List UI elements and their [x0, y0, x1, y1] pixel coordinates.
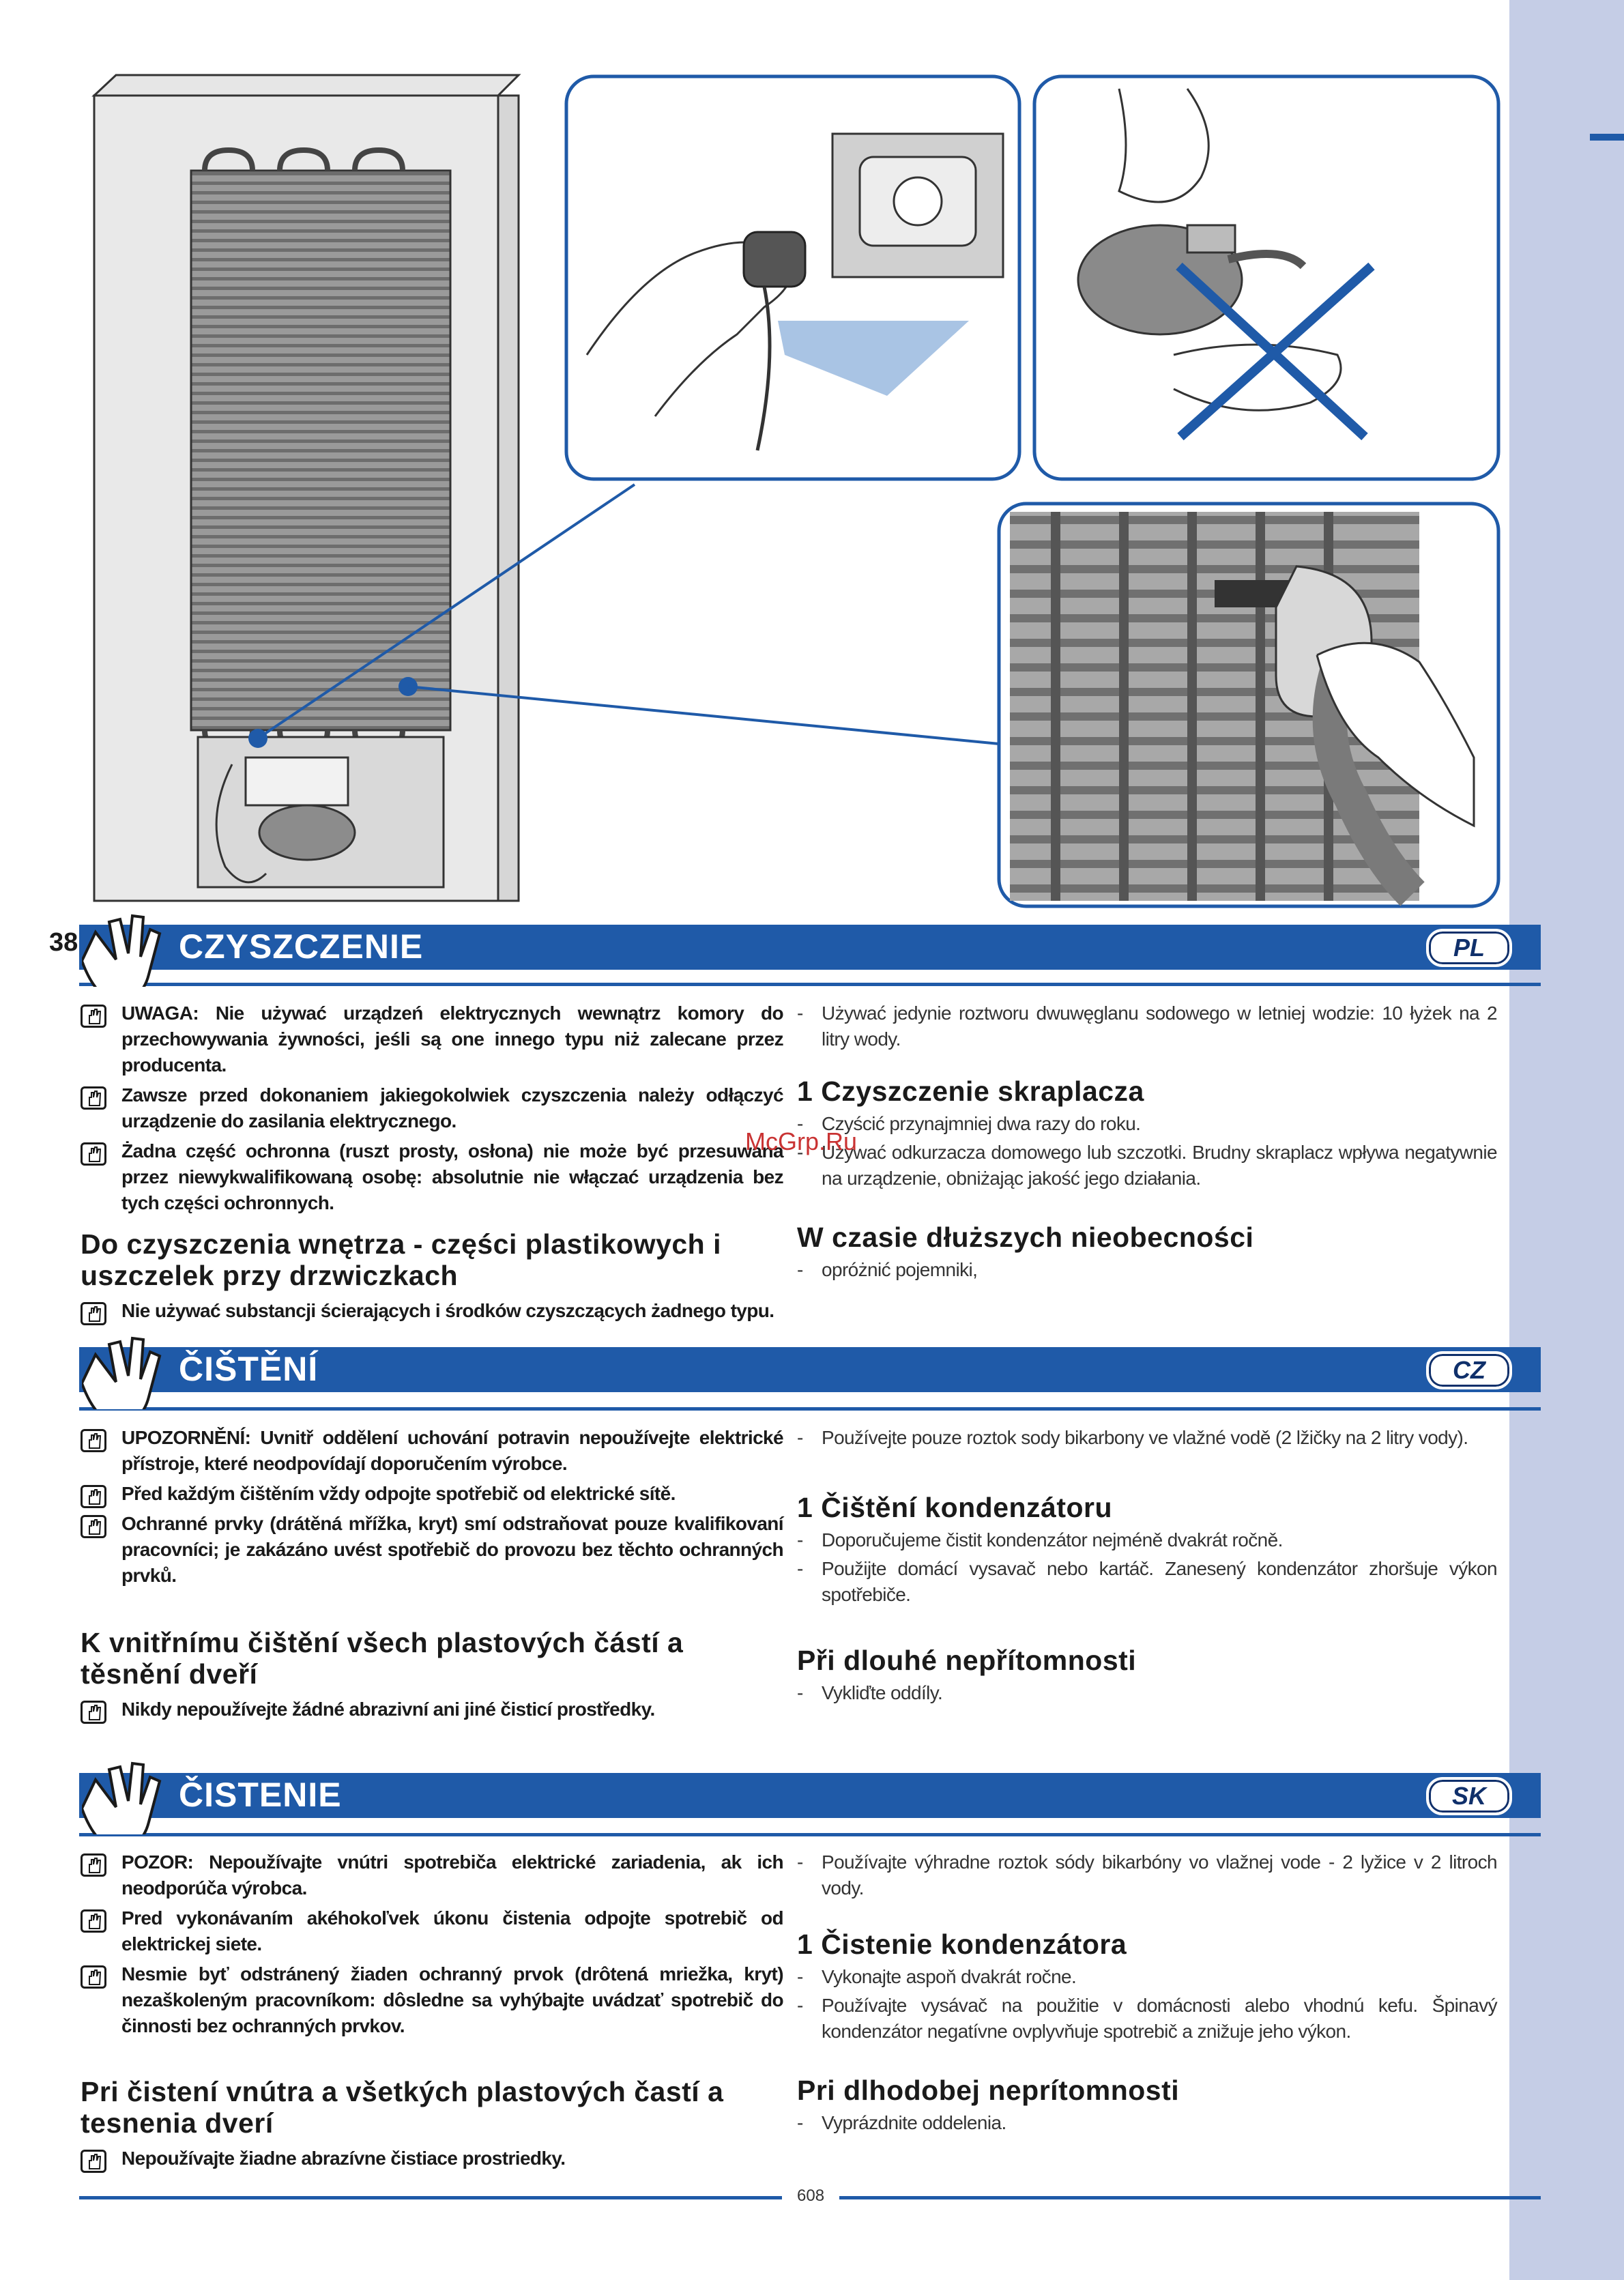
hand-warning-icon [81, 1485, 106, 1508]
hand-icon [82, 912, 164, 987]
hand-warning-icon [81, 1965, 106, 1989]
section-rule-pl [79, 983, 1541, 986]
warning-note: Nepoužívajte žiadne abrazívne čistiace prostriedky. [81, 2146, 783, 2171]
pl-left-column [81, 1000, 783, 1328]
watermark: McGrp.Ru [745, 1127, 858, 1155]
section-title-sk: ČISTENIE [179, 1776, 342, 1814]
warning-note: Nie używać substancji ścierających i środków czyszczących żadnego typu. [81, 1298, 783, 1324]
warning-note: Pred vykonávaním akéhokoľvek úkonu čistenia odpojte spotrebič od elektrickej siete. [81, 1905, 783, 1957]
language-badge-cz: CZ [1426, 1351, 1512, 1389]
warning-note: UWAGA: Nie używać urządzeń elektrycznych wewnątrz komory do przechowywania żywności, jeśli są one innego typu niż zalecane przez producenta. [81, 1000, 783, 1078]
warning-note: Żadna część ochronna (ruszt prosty, osłona) nie może być przesuwana przez niewykwalifikowaną osobę: absolutnie nie włączać urządzenia bez tych części ochronnych. [81, 1138, 783, 1216]
hand-warning-icon [81, 1515, 106, 1538]
hand-warning-icon [81, 1005, 106, 1028]
list-item: - Používejte pouze roztok sody bikarbony ve vlažné vodě (2 lžičky na 2 litry vody). [797, 1425, 1497, 1451]
footer-page-number: 608 [797, 2187, 825, 2205]
list-item: - Použijte domácí vysavač nebo kartáč. Zanesený kondenzátor zhoršuje výkon spotřebiče. [797, 1556, 1497, 1608]
list-item: - Používajte vysávač na použitie v domácnosti alebo vhodnú kefu. Špinavý kondenzátor negatívne ovplyvňuje spotrebič a znižuje jeho výkon. [797, 1993, 1497, 2045]
list-item: - Używać jedynie roztworu dwuwęglanu sodowego w letniej wodzie: 10 łyżek na 2 litry wody. [797, 1000, 1497, 1052]
sk-left-column [81, 1849, 783, 2176]
footer-rule-left [79, 2196, 782, 2199]
hand-warning-icon [81, 1429, 106, 1452]
heading-inside-cleaning: K vnitřnímu čištění všech plastových částí a těsnění dveří [81, 1627, 684, 1690]
list-item: - Czyścić przynajmniej dwa razy do roku. [797, 1111, 1497, 1137]
section-rule-sk [79, 1833, 1541, 1836]
list-item: - opróżnić pojemniki, [797, 1257, 1497, 1283]
heading-condenser: 1 Čistenie kondenzátora [797, 1929, 1127, 1960]
cz-right-column [797, 1425, 1497, 1706]
hand-warning-icon [81, 1853, 106, 1877]
hand-icon [82, 1759, 164, 1834]
warning-note: Zawsze przed dokonaniem jakiegokolwiek czyszczenia należy odłączyć urządzenie do zasilania elektrycznego. [81, 1082, 783, 1134]
sk-right-column [797, 1849, 1497, 2136]
language-badge-pl: PL [1426, 929, 1512, 967]
page-side-tab [1509, 0, 1624, 2280]
section-title-cz: ČIŠTĚNÍ [179, 1350, 319, 1388]
warning-note: Nikdy nepoužívejte žádné abrazivní ani jiné čisticí prostředky. [81, 1697, 783, 1722]
section-title-pl: CZYSZCZENIE [179, 927, 424, 966]
hand-warning-icon [81, 1909, 106, 1933]
hand-warning-icon [81, 1086, 106, 1110]
cleaning-illustration [0, 0, 1509, 914]
heading-inside-cleaning: Pri čistení vnútra a všetkých plastových častí a tesnenia dverí [81, 2076, 724, 2139]
warning-note: UPOZORNĚNÍ: Uvnitř oddělení uchování potravin nepoužívejte elektrické přístroje, které neodpovídají doporučením výrobce. [81, 1425, 783, 1477]
warning-note: Ochranné prvky (drátěná mřížka, kryt) smí odstraňovat pouze kvalifikovaní pracovníci; je zakázáno uvést spotřebič do provozu bez těchto ochranných prvků. [81, 1511, 783, 1589]
footer-rule-right [839, 2196, 1541, 2199]
page-number: 38 [49, 928, 78, 957]
vacuum-panel [999, 504, 1498, 906]
no-water-panel [1034, 76, 1498, 479]
list-item: - Používajte výhradne roztok sódy bikarbóny vo vlažnej vode - 2 lyžice v 2 litroch vody. [797, 1849, 1497, 1901]
hand-warning-icon [81, 1302, 106, 1325]
warning-note: POZOR: Nepoužívajte vnútri spotrebiča elektrické zariadenia, ak ich neodporúča výrobca. [81, 1849, 783, 1901]
unplug-panel [566, 76, 1019, 479]
hand-warning-icon [81, 2150, 106, 2173]
cz-left-column [81, 1425, 783, 1727]
list-item: - Vykliďte oddíly. [797, 1680, 1497, 1706]
hand-warning-icon [81, 1701, 106, 1724]
heading-inside-cleaning: Do czyszczenia wnętrza - części plastikowych i uszczelek przy drzwiczkach [81, 1228, 722, 1291]
side-tab-marker [1590, 134, 1624, 141]
pl-right-column [797, 1000, 1497, 1283]
hand-warning-icon [81, 1142, 106, 1166]
list-item: - Doporučujeme čistit kondenzátor nejméně dvakrát ročně. [797, 1527, 1497, 1553]
heading-absence: Pri dlhodobej neprítomnosti [797, 2075, 1180, 2106]
list-item: - Używać odkurzacza domowego lub szczotki. Brudny skraplacz wpływa negatywnie na urządzenie, obniżając jakość jego działania. [797, 1140, 1497, 1192]
heading-condenser: 1 Čištění kondenzátoru [797, 1492, 1113, 1523]
list-item: - Vyprázdnite oddelenia. [797, 2110, 1497, 2136]
language-badge-sk: SK [1426, 1777, 1512, 1815]
warning-note: Před každým čištěním vždy odpojte spotřebič od elektrické sítě. [81, 1481, 783, 1507]
heading-absence: Při dlouhé nepřítomnosti [797, 1645, 1137, 1676]
warning-note: Nesmie byť odstránený žiaden ochranný prvok (drôtená mriežka, kryt) nezaškoleným pracovníkom: dôsledne sa vyhýbajte uvádzať spotrebič do činnosti bez ochranných prvkov. [81, 1961, 783, 2039]
section-rule-cz [79, 1407, 1541, 1411]
list-item: - Vykonajte aspoň dvakrát ročne. [797, 1964, 1497, 1990]
heading-absence: W czasie dłuższych nieobecności [797, 1222, 1254, 1253]
heading-condenser: 1 Czyszczenie skraplacza [797, 1076, 1144, 1107]
hand-icon [82, 1334, 164, 1409]
